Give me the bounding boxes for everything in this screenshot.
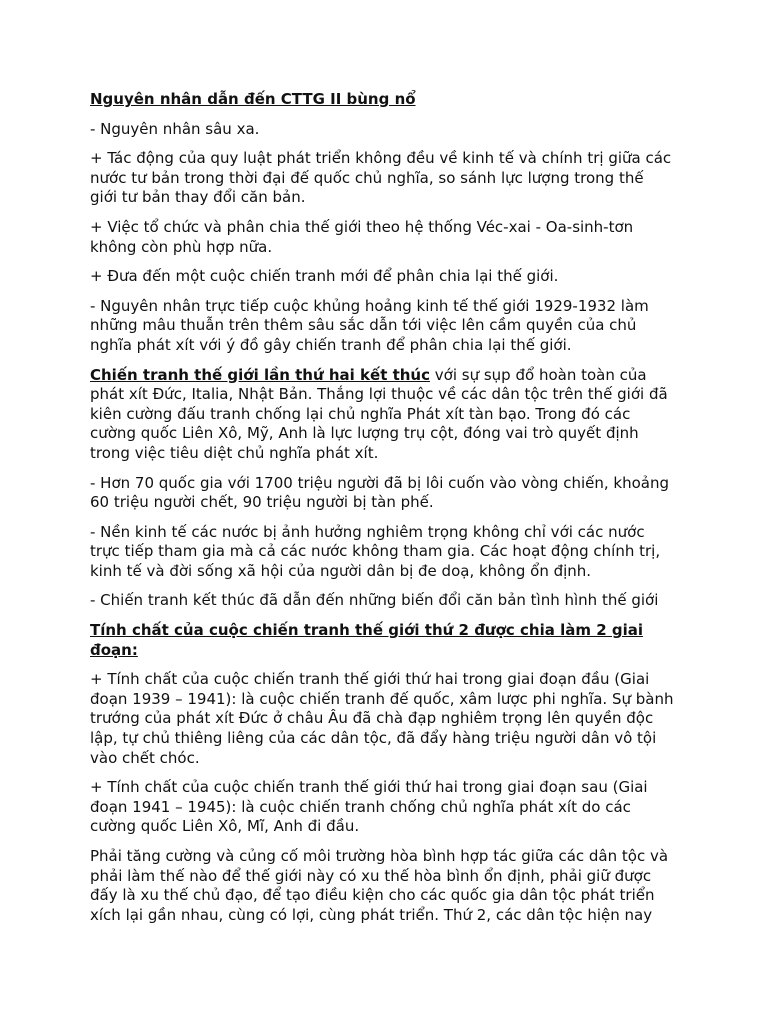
paragraph-economy: - Nền kinh tế các nước bị ảnh hưởng nghiêm trọng không chỉ với các nước trực tiếp tham gia mà cả các nước không tham gia. Các hoạt động chính trị, kinh tế và đời sống xã hội của người dân bị đe doạ, không ổn định.: [90, 522, 661, 580]
paragraph-direct-cause: - Nguyên nhân trực tiếp cuộc khủng hoảng kinh tế thế giới 1929-1932 làm những mâu thuẫn trên thêm sâu sắc dẫn tới việc lên cầm quyền của chủ nghĩa phát xít với ý đồ gây chiến tranh để phân chia lại thế giới.: [90, 296, 649, 354]
document-title: Nguyên nhân dẫn đến CTTG II bùng nổ: [90, 90, 416, 108]
paragraph-new-war: + Đưa đến một cuộc chiến tranh mới để phân chia lại thế giới.: [90, 267, 559, 286]
paragraph-versailles-system: + Việc tổ chức và phân chia thế giới theo hệ thống Véc-xai - Oa-sinh-tơn không còn phù hợp nữa.: [90, 217, 634, 256]
war-end-body: với sự sụp đổ hoàn toàn của phát xít Đức, Italia, Nhật Bản. Thắng lợi thuộc về các dân tộc trên thế giới đã kiên cường đấu tranh chống lại chủ nghĩa Phát xít tàn bạo. Trong đó các cường quốc Liên Xô, Mỹ, Anh là lực lượng trụ cột, đóng vai trò quyết định trong việc tiêu diệt chủ nghĩa phát xít.: [90, 365, 668, 462]
war-end-heading: Chiến tranh thế giới lần thứ hai kết thúc: [90, 365, 431, 384]
paragraph-war-end: [90, 366, 680, 464]
paragraph-casualties: - Hơn 70 quốc gia với 1700 triệu người đã bị lôi cuốn vào vòng chiến, khoảng 60 triệu người chết, 90 triệu người bị tàn phế.: [90, 473, 670, 512]
paragraph-peace: Phải tăng cường và củng cố môi trường hòa bình hợp tác giữa các dân tộc và phải làm thế nào để thế giới này có xu thế hòa bình ổn định, phải giữ được đấy là xu thế chủ đạo, để tạo điều kiện cho các quốc gia dân tộc phát triển xích lại gần nhau, cùng có lợi, cùng phát triển. Thứ 2, các dân tộc hiện nay: [90, 847, 669, 924]
paragraph-world-changes: - Chiến tranh kết thúc đã dẫn đến những biến đổi căn bản tình hình thế giới: [90, 591, 659, 610]
paragraph-phase-one: + Tính chất của cuộc chiến tranh thế giới thứ hai trong giai đoạn đầu (Giai đoạn 1939 – 1941): là cuộc chiến tranh đế quốc, xâm lược phi nghĩa. Sự bành trướng của phát xít Đức ở châu Âu đã chà đạp nghiêm trọng lên quyền độc lập, tự chủ thiêng liêng của các dân tộc, đã đẩy hàng triệu người dân vô tội vào chết chóc.: [90, 670, 674, 767]
paragraph-uneven-development: + Tác động của quy luật phát triển không đều về kinh tế và chính trị giữa các nước tư bản trong thời đại đế quốc chủ nghĩa, so sánh lực lượng trong thế giới tư bản thay đổi căn bản.: [90, 149, 672, 207]
section-heading-nature: Tính chất của cuộc chiến tranh thế giới thứ 2 được chia làm 2 giai đoạn:: [90, 621, 644, 659]
paragraph-root-causes: - Nguyên nhân sâu xa.: [90, 119, 260, 138]
paragraph-phase-two: + Tính chất của cuộc chiến tranh thế giới thứ hai trong giai đoạn sau (Giai đoạn 1941 – 1945): là cuộc chiến tranh chống chủ nghĩa phát xít do các cường quốc Liên Xô, Mĩ, Anh đi đầu.: [90, 778, 648, 836]
